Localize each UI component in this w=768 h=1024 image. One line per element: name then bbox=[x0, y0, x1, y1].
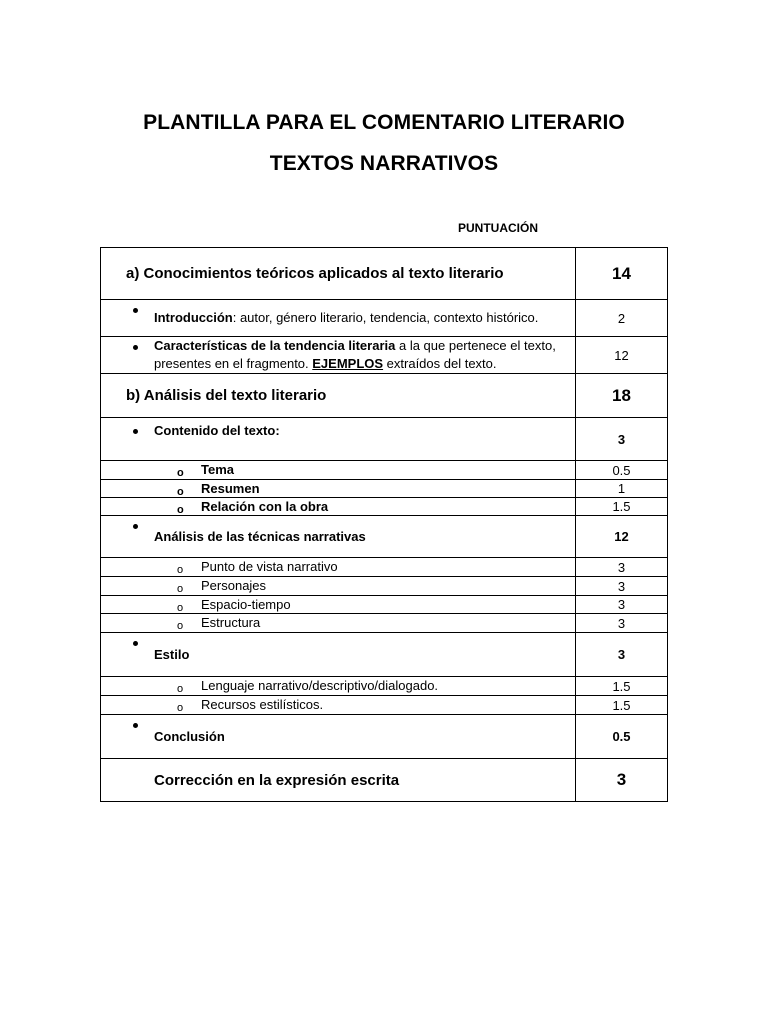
sub-criterion-label: Lenguaje narrativo/descriptivo/dialogado. bbox=[201, 678, 439, 693]
criterion-row bbox=[101, 715, 668, 759]
document-subtitle: TEXTOS NARRATIVOS bbox=[269, 152, 499, 175]
criterion-text: : autor, género literario, tendencia, contexto histórico. bbox=[232, 310, 539, 325]
sub-criterion-score: 3 bbox=[576, 577, 668, 596]
section-b-row bbox=[101, 374, 668, 418]
criterion-score: 0.5 bbox=[576, 715, 668, 759]
sub-criterion-row bbox=[101, 480, 668, 498]
section-a-score: 14 bbox=[576, 248, 668, 300]
sub-criterion-label: Personajes bbox=[201, 578, 267, 593]
sub-criterion bbox=[101, 558, 576, 577]
sub-criterion bbox=[101, 577, 576, 596]
sub-criterion bbox=[101, 614, 576, 633]
rubric-table bbox=[100, 247, 668, 802]
sub-criterion bbox=[101, 596, 576, 614]
circle-bullet-icon: o bbox=[177, 702, 184, 714]
criterion-score: 12 bbox=[576, 337, 668, 374]
sub-criterion bbox=[101, 696, 576, 715]
sub-criterion-row bbox=[101, 614, 668, 633]
score-column-header: PUNTUACIÓN bbox=[458, 221, 538, 235]
correccion-row bbox=[101, 759, 668, 802]
criterion-introduccion bbox=[101, 300, 576, 337]
circle-bullet-icon: o bbox=[177, 583, 184, 595]
criterion-row bbox=[101, 633, 668, 677]
circle-bullet-icon: o bbox=[177, 504, 184, 516]
criterion-estilo: Estilo bbox=[101, 633, 576, 677]
sub-criterion bbox=[101, 461, 576, 480]
sub-criterion-label: Espacio-tiempo bbox=[201, 596, 291, 612]
sub-criterion-label: Recursos estilísticos. bbox=[201, 697, 324, 712]
circle-bullet-icon: o bbox=[177, 602, 184, 614]
criterion-score: 3 bbox=[576, 633, 668, 677]
sub-criterion-score: 0.5 bbox=[576, 461, 668, 480]
sub-criterion-score: 1 bbox=[576, 480, 668, 498]
section-a-label: a) Conocimientos teóricos aplicados al texto literario bbox=[101, 248, 576, 300]
criterion-tecnicas: Análisis de las técnicas narrativas bbox=[101, 516, 576, 558]
sub-criterion bbox=[101, 480, 576, 498]
sub-criterion-row bbox=[101, 677, 668, 696]
criterion-emphasis: EJEMPLOS bbox=[312, 356, 384, 371]
sub-criterion-row bbox=[101, 558, 668, 577]
sub-criterion-row bbox=[101, 461, 668, 480]
sub-criterion-label: Estructura bbox=[201, 615, 261, 630]
circle-bullet-icon: o bbox=[177, 467, 184, 479]
criterion-text-end: extraídos del texto. bbox=[383, 356, 497, 371]
criterion-contenido: Contenido del texto: bbox=[101, 418, 576, 461]
sub-criterion-label: Resumen bbox=[201, 480, 260, 496]
sub-criterion-label: Punto de vista narrativo bbox=[201, 559, 338, 574]
sub-criterion-row bbox=[101, 577, 668, 596]
section-b-score: 18 bbox=[576, 374, 668, 418]
circle-bullet-icon: o bbox=[177, 486, 184, 498]
sub-criterion-score: 3 bbox=[576, 558, 668, 577]
criterion-row bbox=[101, 516, 668, 558]
circle-bullet-icon: o bbox=[177, 620, 184, 632]
sub-criterion-score: 3 bbox=[576, 614, 668, 633]
sub-criterion-row bbox=[101, 696, 668, 715]
correccion-label: Corrección en la expresión escrita bbox=[101, 759, 576, 802]
sub-criterion-label: Tema bbox=[201, 462, 234, 477]
sub-criterion-row bbox=[101, 498, 668, 516]
criterion-conclusion: Conclusión bbox=[101, 715, 576, 759]
sub-criterion bbox=[101, 498, 576, 516]
document-title: PLANTILLA PARA EL COMENTARIO LITERARIO bbox=[143, 111, 625, 134]
criterion-row bbox=[101, 337, 668, 374]
sub-criterion bbox=[101, 677, 576, 696]
criterion-text: a la que pertenece el texto, presentes en el fragmento. bbox=[154, 338, 556, 371]
section-a-row bbox=[101, 248, 668, 300]
sub-criterion-score: 1.5 bbox=[576, 677, 668, 696]
sub-criterion-score: 1.5 bbox=[576, 696, 668, 715]
sub-criterion-row bbox=[101, 596, 668, 614]
sub-criterion-score: 1.5 bbox=[576, 498, 668, 516]
correccion-score: 3 bbox=[576, 759, 668, 802]
criterion-row bbox=[101, 300, 668, 337]
criterion-score: 12 bbox=[576, 516, 668, 558]
circle-bullet-icon: o bbox=[177, 683, 184, 695]
criterion-caracteristicas bbox=[101, 337, 576, 374]
criterion-bold-text: Características de la tendencia literaria bbox=[154, 338, 396, 353]
criterion-score: 3 bbox=[576, 418, 668, 461]
criterion-score: 2 bbox=[576, 300, 668, 337]
circle-bullet-icon: o bbox=[177, 564, 184, 576]
criterion-bold-text: Introducción bbox=[154, 310, 233, 325]
criterion-row bbox=[101, 418, 668, 461]
sub-criterion-score: 3 bbox=[576, 596, 668, 614]
sub-criterion-label: Relación con la obra bbox=[201, 498, 329, 514]
section-b-label: b) Análisis del texto literario bbox=[101, 374, 576, 418]
